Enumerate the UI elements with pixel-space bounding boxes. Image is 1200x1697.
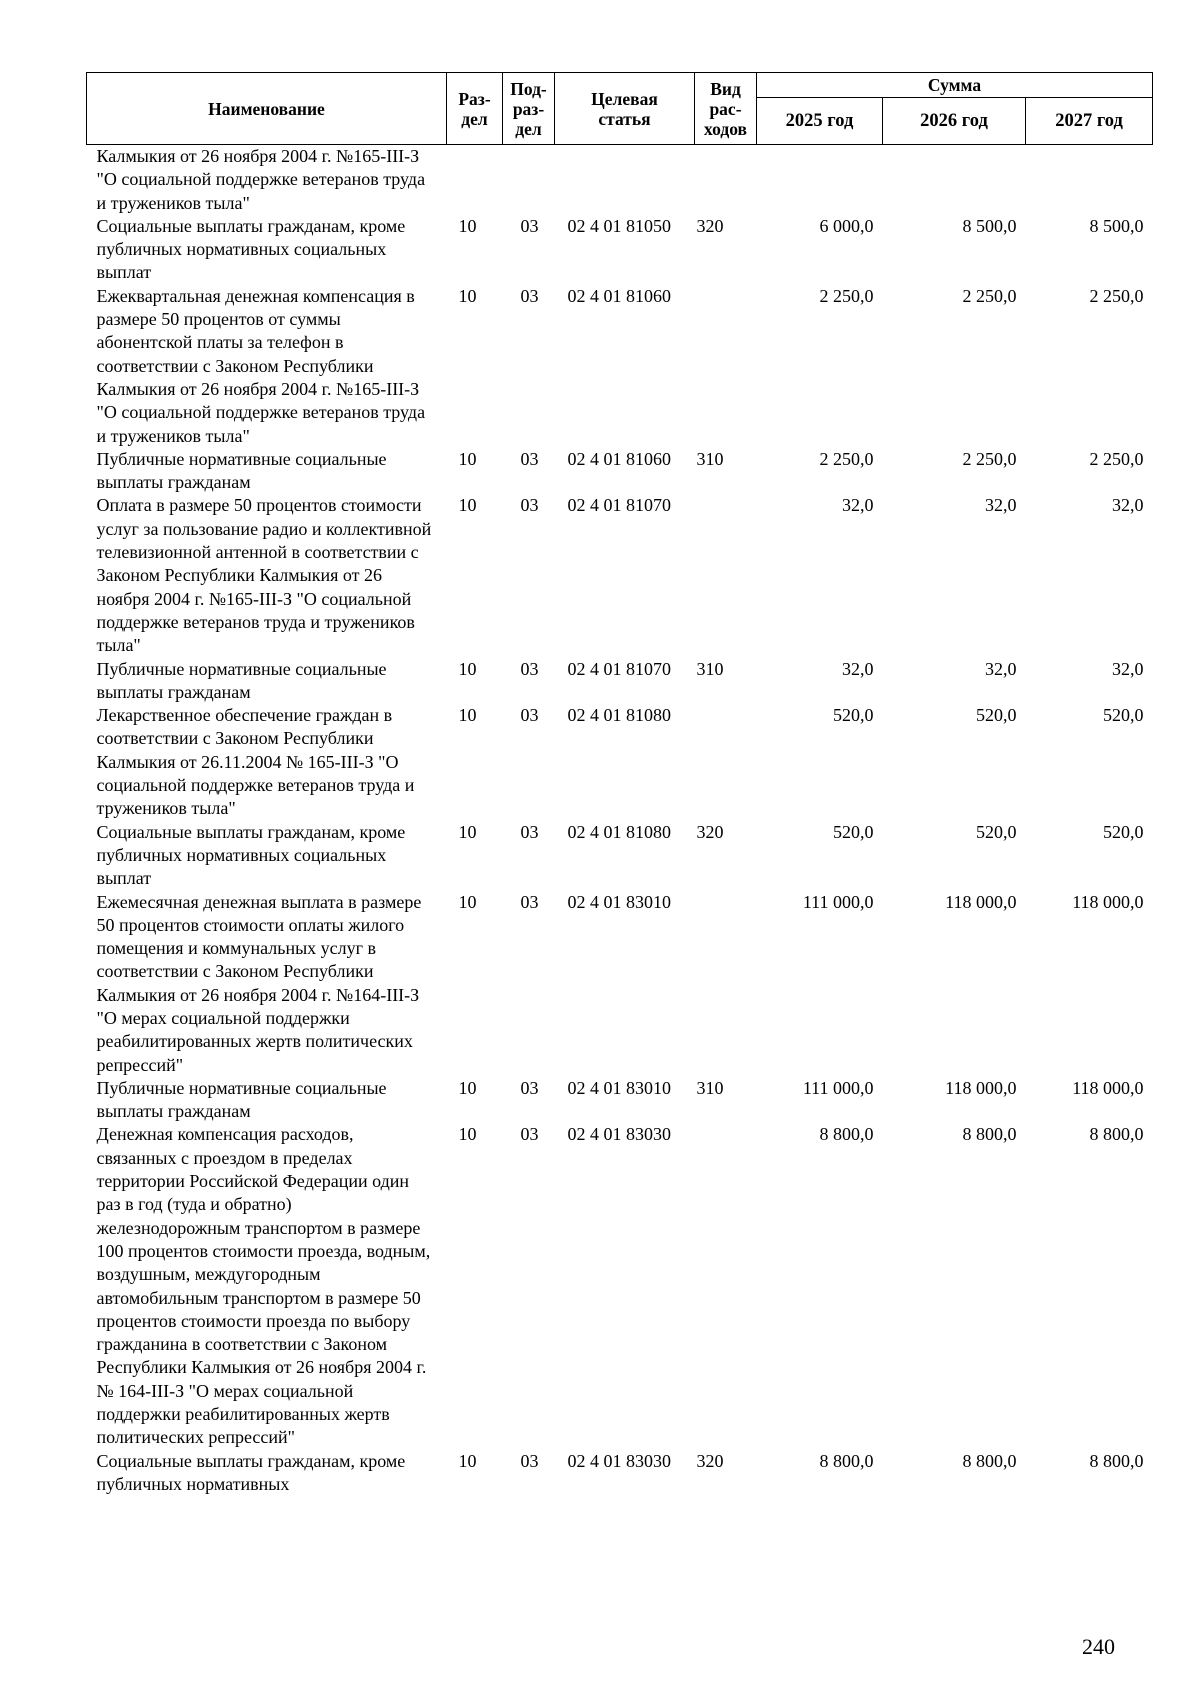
- table-header: [87, 73, 1153, 145]
- cell-celevaya-statya: 02 4 01 83010: [567, 891, 671, 912]
- cell-name: Лекарственное обеспечение граждан в соответствии с Законом Республики Калмыкия от 26.11.2004 № 165-III-З "О социальной поддержке ветеранов труда и тружеников тыла": [96, 705, 415, 819]
- cell-celevaya-statya: 02 4 01 83030: [567, 1450, 671, 1471]
- cell-podrazdel: 03: [520, 1124, 539, 1145]
- table-row: [87, 658, 1153, 705]
- cell-podrazdel: 03: [520, 215, 539, 236]
- cell-celevaya-statya: 02 4 01 81070: [567, 658, 671, 679]
- cell-razdel: 10: [458, 1077, 477, 1098]
- cell-name: Публичные нормативные социальные выплаты гражданам: [96, 658, 387, 702]
- cell-sum-2026: 520,0: [976, 821, 1017, 842]
- cell-sum-2025: 111 000,0: [802, 891, 874, 912]
- cell-vid-rashodov: 310: [696, 658, 724, 679]
- cell-celevaya-statya: 02 4 01 81080: [567, 821, 671, 842]
- cell-sum-2025: 520,0: [833, 821, 874, 842]
- table-row: [87, 285, 1153, 448]
- cell-podrazdel: 03: [520, 285, 539, 306]
- table-row: [87, 1123, 1153, 1449]
- cell-sum-2027: 8 800,0: [1089, 1124, 1144, 1145]
- cell-razdel: 10: [458, 658, 477, 679]
- cell-name: Ежемесячная денежная выплата в размере 50 процентов стоимости оплаты жилого помещения и коммунальных услуг в соответствии с Законом Республики Калмыкия от 26 ноября 2004 г. №164-III-З "О мерах социальной поддержки реабилитированных жертв политических репрессий": [96, 891, 422, 1075]
- cell-sum-2027: 32,0: [1112, 495, 1144, 516]
- cell-vid-rashodov: [695, 494, 757, 657]
- cell-podrazdel: 03: [520, 1450, 539, 1471]
- cell-sum-2026: 8 800,0: [962, 1124, 1017, 1145]
- header-summa: Сумма: [757, 73, 1153, 98]
- cell-sum-2025: 2 250,0: [819, 285, 874, 306]
- cell-vid-rashodov: [695, 285, 757, 448]
- cell-vid-rashodov: 310: [696, 448, 724, 469]
- cell-celevaya-statya: 02 4 01 81060: [567, 285, 671, 306]
- cell-celevaya-statya: 02 4 01 83030: [567, 1124, 671, 1145]
- cell-razdel: 10: [458, 215, 477, 236]
- cell-vid-rashodov: 320: [696, 821, 724, 842]
- cell-sum-2027: [1026, 145, 1153, 215]
- cell-name: Ежеквартальная денежная компенсация в размере 50 процентов от суммы абонентской платы за телефон в соответствии с Законом Республики Калмыкия от 26 ноября 2004 г. №165-III-З "О социальной поддержке ветеранов труда и тружеников тыла": [96, 285, 426, 446]
- cell-sum-2025: 32,0: [842, 658, 874, 679]
- cell-sum-2026: 118 000,0: [945, 1077, 1017, 1098]
- cell-razdel: 10: [458, 495, 477, 516]
- cell-celevaya-statya: 02 4 01 81080: [567, 705, 671, 726]
- cell-vid-rashodov: 320: [696, 1450, 724, 1471]
- table-row: [87, 448, 1153, 495]
- cell-sum-2026: 8 500,0: [962, 215, 1017, 236]
- cell-sum-2026: 32,0: [985, 658, 1017, 679]
- cell-vid-rashodov: 310: [696, 1077, 724, 1098]
- cell-podrazdel: 03: [520, 821, 539, 842]
- header-name: Наименование: [87, 73, 447, 145]
- table-row: [87, 891, 1153, 1077]
- cell-podrazdel: 03: [520, 658, 539, 679]
- header-vid-rashodov: Вид рас- ходов: [695, 73, 757, 145]
- cell-sum-2025: 8 800,0: [819, 1124, 874, 1145]
- cell-podrazdel: 03: [520, 1077, 539, 1098]
- header-celevaya-statya: Целевая статья: [555, 73, 695, 145]
- cell-name: Публичные нормативные социальные выплаты гражданам: [96, 1077, 387, 1122]
- cell-razdel: 10: [458, 821, 477, 842]
- cell-razdel: 10: [458, 285, 477, 306]
- table-row: [87, 1077, 1153, 1124]
- cell-podrazdel: [503, 145, 555, 215]
- cell-razdel: 10: [458, 1124, 477, 1145]
- cell-sum-2026: 2 250,0: [962, 448, 1017, 469]
- cell-sum-2027: 2 250,0: [1089, 448, 1144, 469]
- table-body: [87, 145, 1153, 1497]
- cell-sum-2027: 520,0: [1103, 705, 1144, 726]
- cell-sum-2025: 8 800,0: [819, 1450, 874, 1471]
- cell-sum-2026: 118 000,0: [945, 891, 1017, 912]
- cell-razdel: 10: [458, 1450, 477, 1471]
- cell-podrazdel: 03: [520, 448, 539, 469]
- cell-sum-2025: 111 000,0: [802, 1077, 874, 1098]
- cell-vid-rashodov: [695, 891, 757, 1077]
- table-row: [87, 1450, 1153, 1497]
- cell-sum-2027: 118 000,0: [1072, 891, 1144, 912]
- cell-name: Социальные выплаты гражданам, кроме публичных нормативных социальных выплат: [96, 215, 406, 283]
- cell-razdel: [447, 145, 503, 215]
- header-year-2026: 2026 год: [883, 98, 1026, 145]
- cell-razdel: 10: [458, 891, 477, 912]
- cell-vid-rashodov: [695, 704, 757, 820]
- header-razdel: Раз- дел: [447, 73, 503, 145]
- cell-sum-2026: 8 800,0: [962, 1450, 1017, 1471]
- cell-celevaya-statya: [555, 145, 695, 215]
- cell-name: Публичные нормативные социальные выплаты гражданам: [96, 448, 387, 493]
- cell-name: Оплата в размере 50 процентов стоимости услуг за пользование радио и коллективной телевизионной антенной в соответствии с Законом Республики Калмыкия от 26 ноября 2004 г. №165-III-З "О социальной поддержке ветеранов труда и тружеников тыла": [96, 495, 432, 656]
- header-year-2027: 2027 год: [1026, 98, 1153, 145]
- cell-celevaya-statya: 02 4 01 81070: [567, 495, 671, 516]
- table-row: [87, 494, 1153, 657]
- cell-sum-2026: 520,0: [976, 705, 1017, 726]
- cell-razdel: 10: [458, 705, 477, 726]
- cell-name: Калмыкия от 26 ноября 2004 г. №165-III-З "О социальной поддержке ветеранов труда и тружеников тыла": [96, 146, 426, 213]
- cell-celevaya-statya: 02 4 01 81050: [567, 215, 671, 236]
- cell-podrazdel: 03: [520, 495, 539, 516]
- cell-name: Социальные выплаты гражданам, кроме публичных нормативных: [96, 1450, 406, 1494]
- cell-celevaya-statya: 02 4 01 83010: [567, 1077, 671, 1098]
- header-year-2025: 2025 год: [757, 98, 883, 145]
- page-number: 240: [1082, 1634, 1115, 1659]
- cell-podrazdel: 03: [520, 891, 539, 912]
- cell-sum-2026: [883, 145, 1026, 215]
- cell-sum-2027: 520,0: [1103, 821, 1144, 842]
- cell-sum-2027: 8 500,0: [1089, 215, 1144, 236]
- cell-sum-2025: 32,0: [842, 495, 874, 516]
- cell-sum-2027: 118 000,0: [1072, 1077, 1144, 1098]
- cell-sum-2027: 8 800,0: [1089, 1450, 1144, 1471]
- cell-sum-2025: 520,0: [833, 705, 874, 726]
- cell-razdel: 10: [458, 448, 477, 469]
- budget-table: [86, 72, 1153, 1496]
- cell-sum-2025: 2 250,0: [819, 448, 874, 469]
- table-row: [87, 704, 1153, 820]
- cell-celevaya-statya: 02 4 01 81060: [567, 448, 671, 469]
- cell-podrazdel: 03: [520, 705, 539, 726]
- cell-vid-rashodov: [695, 1123, 757, 1449]
- table-row: [87, 145, 1153, 215]
- cell-sum-2025: [757, 145, 883, 215]
- table-row: [87, 215, 1153, 285]
- header-podrazdel: Под- раз- дел: [503, 73, 555, 145]
- cell-vid-rashodov: 320: [696, 215, 724, 236]
- cell-sum-2026: 2 250,0: [962, 285, 1017, 306]
- table-row: [87, 821, 1153, 891]
- cell-vid-rashodov: [695, 145, 757, 215]
- cell-sum-2027: 2 250,0: [1089, 285, 1144, 306]
- cell-sum-2026: 32,0: [985, 495, 1017, 516]
- cell-name: Денежная компенсация расходов, связанных с проездом в пределах территории Российской Федерации один раз в год (туда и обратно) железнодорожным транспортом в размере 100 процентов стоимости проезда, водным, воздушным, междугородным автомобильным транспортом в размере 50 процентов стоимости проезда по выбору гражданина в соответствии с Законом Республики Калмыкия от 26 ноября 2004 г. № 164-III-З "О мерах социальной поддержки реабилитированных жертв политических репрессий": [96, 1124, 431, 1448]
- cell-name: Социальные выплаты гражданам, кроме публичных нормативных социальных выплат: [96, 821, 406, 889]
- cell-sum-2025: 6 000,0: [819, 215, 874, 236]
- cell-sum-2027: 32,0: [1112, 658, 1144, 679]
